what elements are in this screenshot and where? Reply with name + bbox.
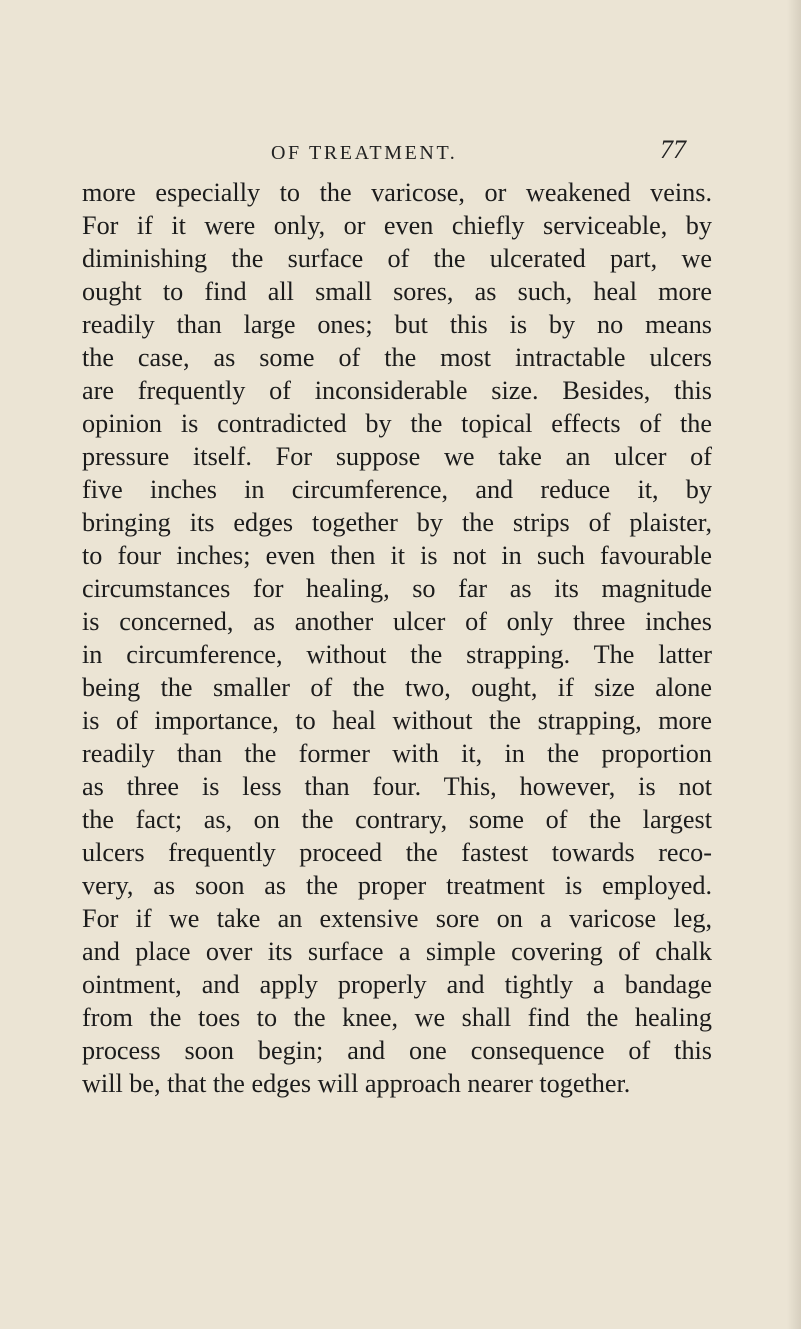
text-line: opinion is contradicted by the topical effects of the — [82, 409, 712, 438]
text-line: the fact; as, on the contrary, some of the largest — [82, 805, 712, 834]
text-line: readily than the former with it, in the proportion — [82, 739, 712, 768]
text-line: and place over its surface a simple covering of chalk — [82, 937, 712, 966]
text-line: the case, as some of the most intractable ulcers — [82, 343, 712, 372]
body-paragraph — [82, 176, 712, 1100]
text-line: ulcers frequently proceed the fastest towards reco- — [82, 838, 712, 867]
text-line: being the smaller of the two, ought, if size alone — [82, 673, 712, 702]
text-line: are frequently of inconsiderable size. Besides, this — [82, 376, 712, 405]
text-line: to four inches; even then it is not in such favourable — [82, 541, 712, 570]
page-edge-shadow — [787, 0, 801, 1329]
text-line: more especially to the varicose, or weakened veins. — [82, 178, 712, 207]
running-head: OF TREATMENT. — [271, 142, 458, 164]
text-line: in circumference, without the strapping. The latter — [82, 640, 712, 669]
text-line: is of importance, to heal without the strapping, more — [82, 706, 712, 735]
page-number: 77 — [660, 135, 686, 164]
text-line: readily than large ones; but this is by no means — [82, 310, 712, 339]
text-line: For if we take an extensive sore on a varicose leg, — [82, 904, 712, 933]
page-header — [0, 135, 801, 168]
text-line: ointment, and apply properly and tightly a bandage — [82, 970, 712, 999]
text-line: very, as soon as the proper treatment is employed. — [82, 871, 712, 900]
text-line: as three is less than four. This, however, is not — [82, 772, 712, 801]
text-line: process soon begin; and one consequence of this — [82, 1036, 712, 1065]
text-line: circumstances for healing, so far as its magnitude — [82, 574, 712, 603]
text-line: is concerned, as another ulcer of only three inches — [82, 607, 712, 636]
text-line: ought to find all small sores, as such, heal more — [82, 277, 712, 306]
text-line: diminishing the surface of the ulcerated part, we — [82, 244, 712, 273]
text-line: will be, that the edges will approach nearer together. — [82, 1069, 631, 1098]
text-line: bringing its edges together by the strips of plaister, — [82, 508, 712, 537]
text-line: five inches in circumference, and reduce it, by — [82, 475, 712, 504]
text-line: from the toes to the knee, we shall find the healing — [82, 1003, 712, 1032]
text-line: pressure itself. For suppose we take an ulcer of — [82, 442, 712, 471]
text-line: For if it were only, or even chiefly serviceable, by — [82, 211, 712, 240]
